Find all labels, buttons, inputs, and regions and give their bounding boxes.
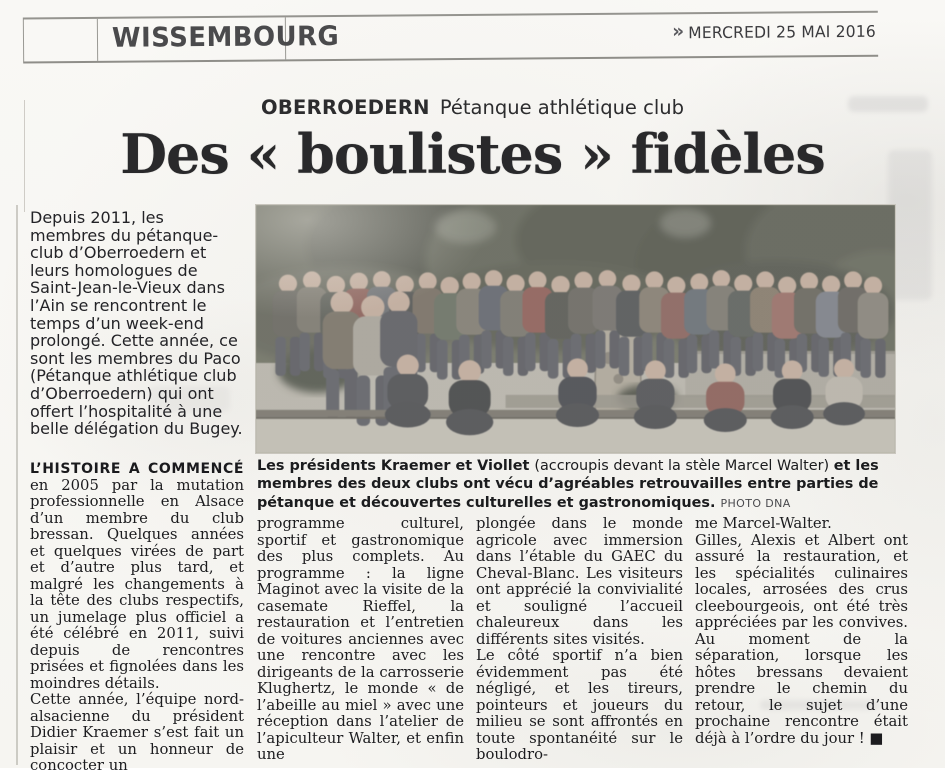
- caption-regular: (accroupis devant la stèle Marcel Walter): [534, 458, 834, 474]
- kicker: [0, 96, 945, 119]
- caption-bold: Les présidents Kraemer et Viollet: [257, 458, 535, 474]
- paragraph: [30, 461, 244, 692]
- date-label: MERCREDI 25 MAI 2016: [688, 21, 877, 43]
- lede-paragraph: Depuis 2011, les membres du pétanque-club d’Oberroedern et leurs homologues de Saint-Jean-le-Vieux dans l’Ain se rencontrent le temps d’un week-end prolongé. Cette année, ce sont les membres du Paco (Pétanque athlétique club d’Oberroedern) qui ont offert l’hospitalité à une belle délégation du Bugey.: [30, 208, 243, 439]
- double-chevron-icon: »: [672, 20, 685, 43]
- masthead-date: [672, 22, 876, 43]
- article-column-1: [30, 461, 244, 775]
- paragraph: plongée dans le monde agricole avec immersion dans l’étable du GAEC du Cheval-Blanc. Les visiteurs ont apprécié la convivialité et souligné l’accueil chaleureux dans les différents sites visités.: [476, 515, 683, 648]
- kicker-location: OBERROEDERN: [260, 96, 430, 119]
- masthead-rule: [23, 19, 24, 61]
- article-column-4: [695, 516, 908, 747]
- article-column-2: [257, 516, 464, 764]
- kicker-topic: Pétanque athlétique club: [439, 96, 685, 119]
- paragraph: Le côté sportif n’a bien évidemment pas été négligé, et les tireurs, pointeurs et joueurs du milieu se sont affrontés en toute spontanéité sur le boulodro-: [476, 647, 683, 763]
- paragraph: programme culturel, sportif et gastronomique des plus complets. Au programme : la ligne Maginot avec la visite de la casemate Rieffel, la restauration et l’entretien de voitures anciennes avec une rencontre avec les dirigeants de la carrosserie Klughertz, le monde « de l’abeille au miel » avec une réception dans l’atelier de l’apiculteur Walter, et enfin une: [257, 515, 464, 763]
- masthead-rule: [97, 19, 98, 61]
- photo-caption: [257, 457, 885, 513]
- lead-in: L’HISTOIRE A COMMENCÉ: [30, 461, 244, 477]
- photo-credit: PHOTO DNA: [720, 496, 791, 510]
- paragraph-text: en 2005 par la mutation professionnelle en Alsace d’un membre du club bressan. Quelques années et quelques virées de part et d’autre plus tard, et malgré les changements à la tête des clubs respectifs, un jumelage plus officiel a été célébré en 2011, suivi depuis de rencontres prisées et fignolées dans les moindres détails.: [30, 476, 244, 692]
- section-title: WISSEMBOURG: [111, 20, 340, 54]
- masthead: [23, 11, 878, 64]
- caption-bold: et les membres des deux clubs ont vécu d’agréables retrouvailles entre parties de pétanque et découvertes culturelles et gastronomiques.: [257, 458, 879, 511]
- article-column-3: [476, 516, 683, 764]
- paragraph: Cette année, l’équipe nord-alsacienne du président Didier Kraemer s’est fait un plaisir et un honneur de concocter un: [30, 691, 244, 774]
- scan-fold-line: [16, 205, 18, 765]
- group-photo: [256, 205, 895, 453]
- headline: Des « boulistes » fidèles: [120, 122, 825, 186]
- paragraph: Gilles, Alexis et Albert ont assuré la restauration, et les spécialités culinaires locales, arrosées des crus cleebourgeois, ont été très appréciées par les convives. Au moment de la séparation, lorsque les hôtes bressans devaient prendre le chemin du retour, le sujet d’une prochaine rencontre était déjà à l’ordre du jour ! ■: [695, 531, 908, 747]
- photo-haze-overlay: [256, 205, 895, 453]
- paragraph: me Marcel-Walter.: [695, 515, 832, 532]
